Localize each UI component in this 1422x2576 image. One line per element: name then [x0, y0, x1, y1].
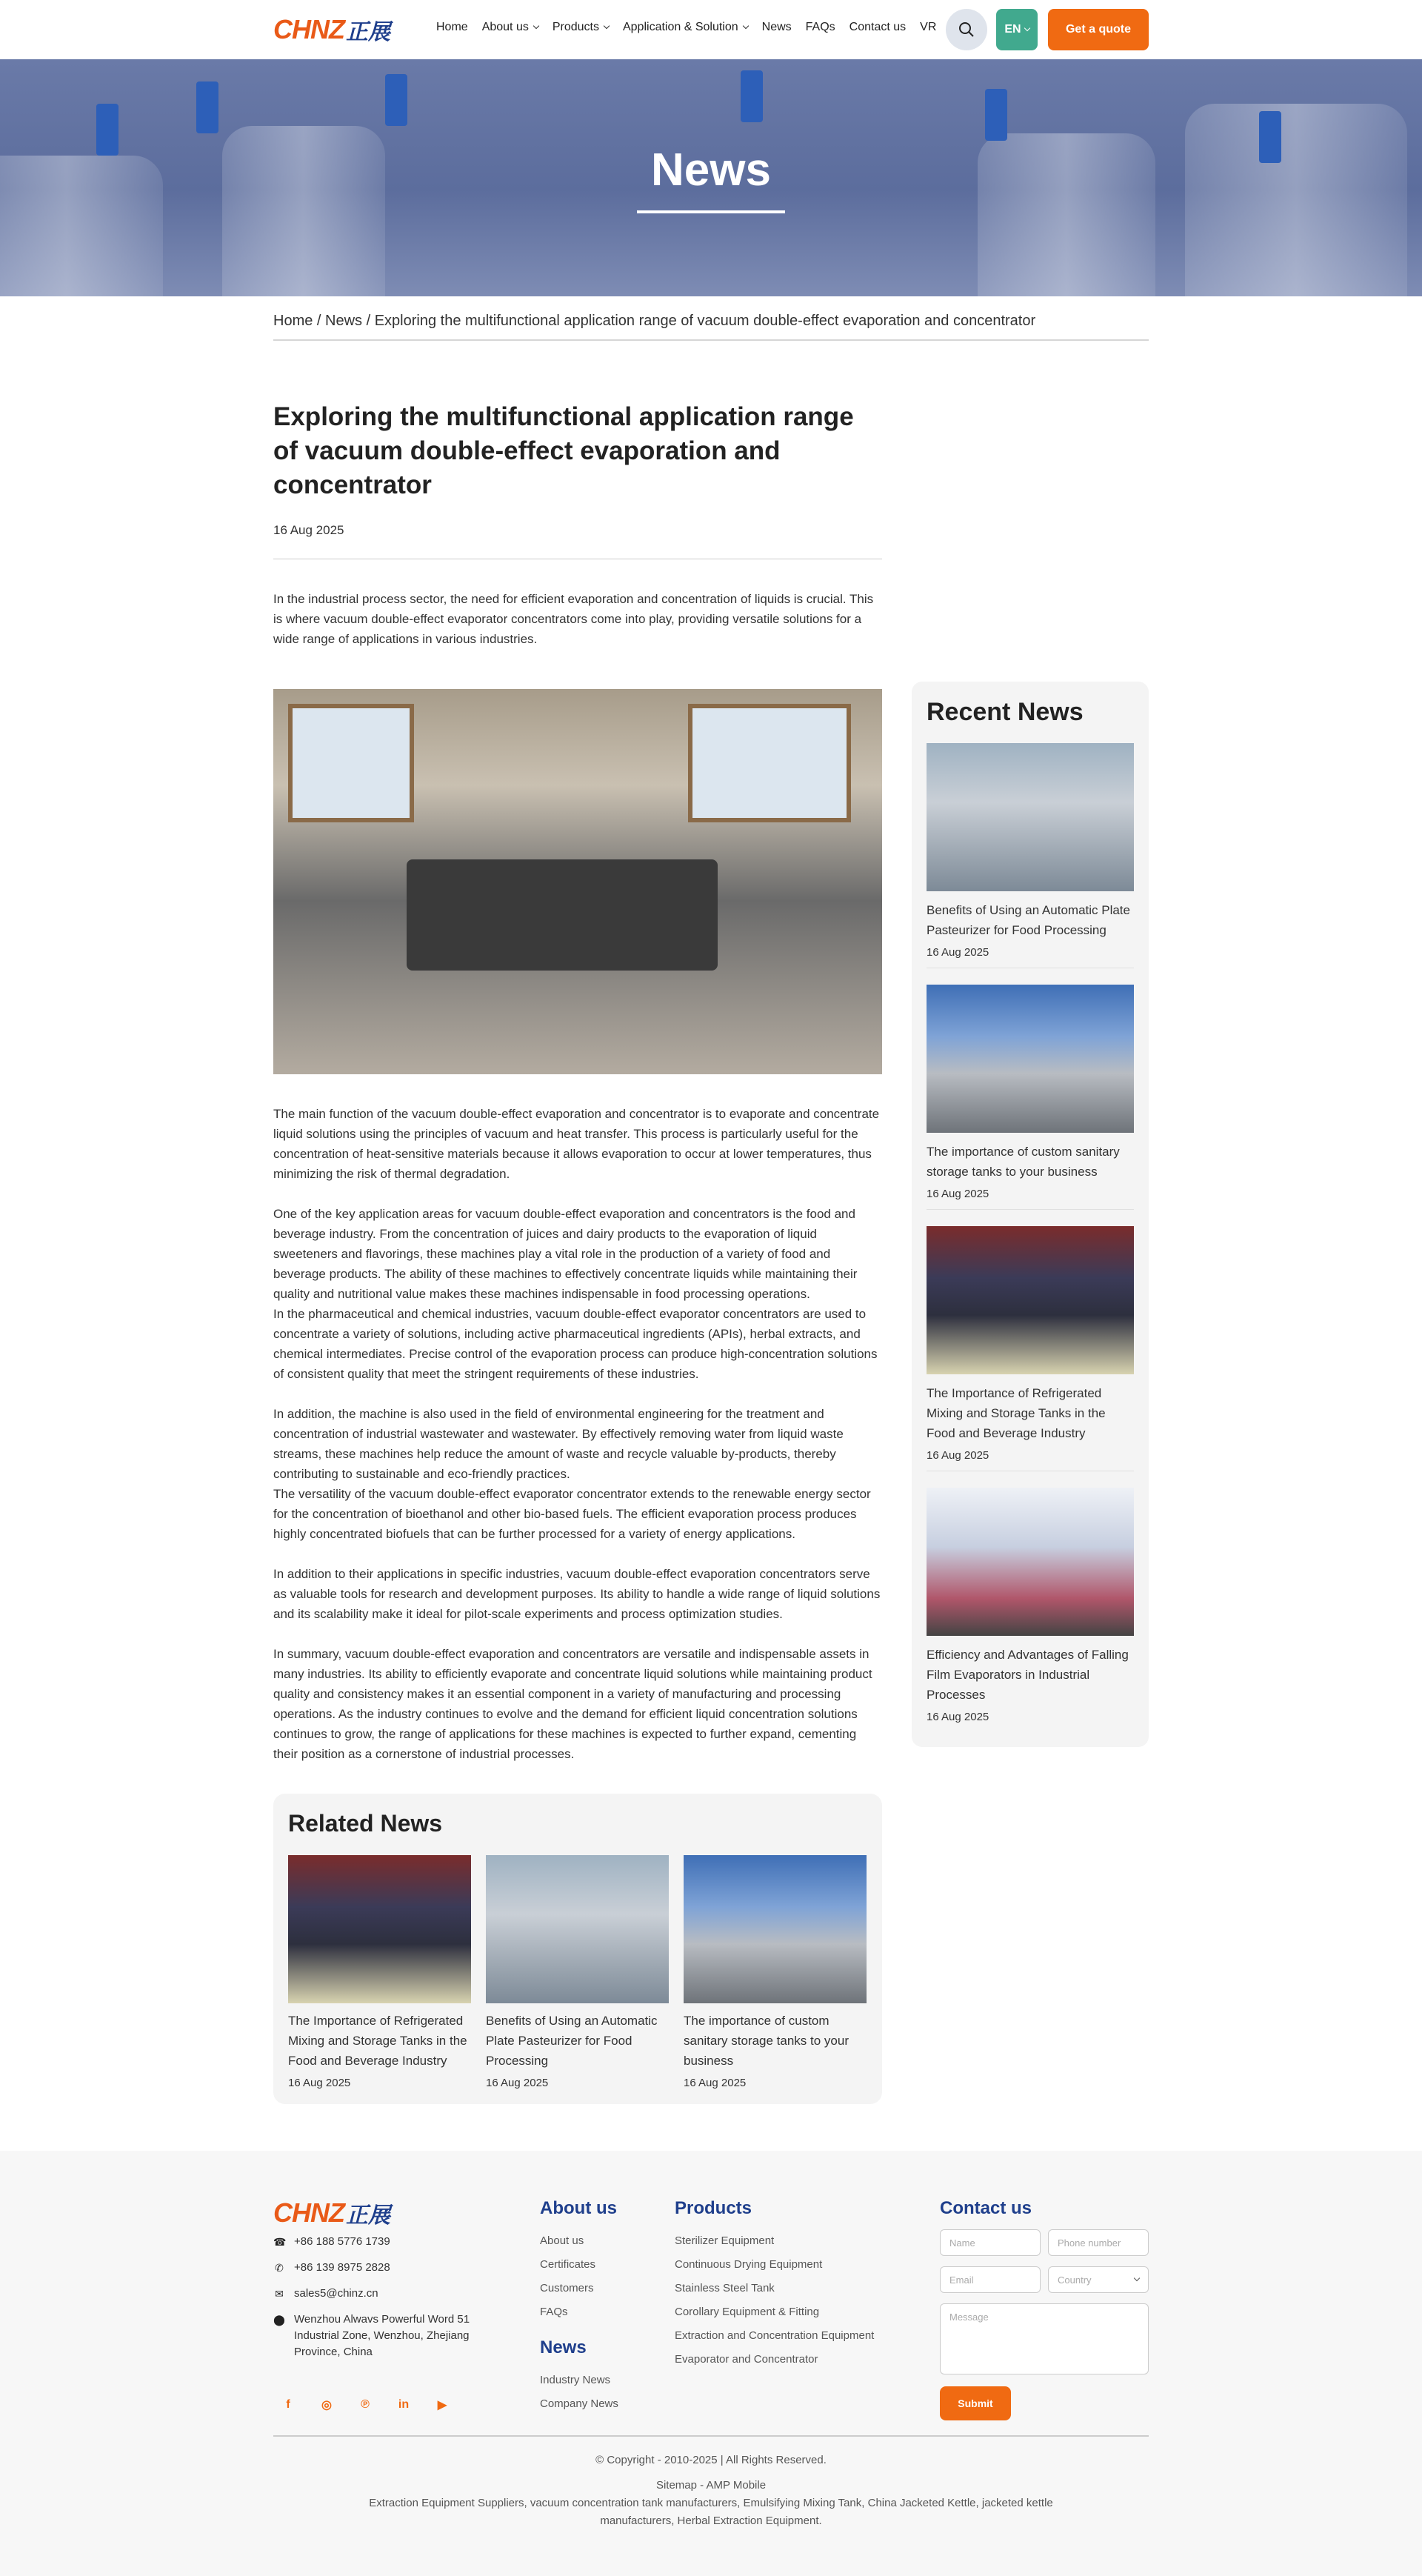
get-quote-button[interactable]: Get a quote [1048, 9, 1149, 50]
footer-link[interactable]: Extraction and Concentration Equipment [675, 2329, 875, 2342]
breadcrumb-separator: / [313, 313, 326, 329]
footer-phone[interactable]: +86 139 8975 2828 [294, 2261, 390, 2274]
nav-item-faqs[interactable] [806, 21, 835, 34]
logo-text: CHNZ [273, 14, 344, 44]
recent-news-item-date: 16 Aug 2025 [927, 946, 989, 959]
nav-label: FAQs [805, 21, 835, 33]
footer-link[interactable]: Stainless Steel Tank [675, 2282, 775, 2294]
footer-link[interactable]: Customers [540, 2282, 594, 2294]
chevron-down-icon [742, 23, 748, 29]
country-select-label: Country [1058, 2274, 1092, 2286]
article-paragraph: One of the key application areas for vacuum double-effect evaporation and concentrators is the food and beverage industry. From the concentration of juices and dairy products to the evaporation of liquid sweeteners and flavorings, these machines play a vital role in the production of a variety of food and beverage products. The ability of these machines to effectively concentrate liquids while maintaining their quality and nutritional value makes these machines indispensable in food processing operations. [273, 1207, 858, 1301]
article-paragraph: The main function of the vacuum double-effect evaporation and concentrator is to evaporate and concentrate liquid solutions using the principles of vacuum and heat transfer. This process is particularly useful for the concentration of heat-sensitive materials because it allows evaporation to occur at lower temperatures, thus minimizing the risk of thermal degradation. [273, 1107, 880, 1181]
sitemap-links[interactable]: Sitemap - AMP Mobile [655, 2479, 767, 2492]
main-nav [436, 21, 936, 34]
article-intro: In the industrial process sector, the need for efficient evaporation and concentration of liquids is crucial. This is where vacuum double-effect evaporator concentrators come into play, providing versatile solutions for a wide range of applications in various industries. [273, 592, 874, 646]
related-news-image[interactable] [486, 1855, 669, 2003]
youtube-icon[interactable]: ▶ [437, 2399, 447, 2412]
recent-news-item-date: 16 Aug 2025 [927, 1711, 989, 1723]
image-window [688, 704, 851, 822]
related-news-item-title[interactable]: Benefits of Using an Automatic Plate Pasteurizer for Food Processing [486, 2014, 658, 2068]
nav-label: Contact us [849, 21, 907, 33]
recent-news-item-title[interactable]: Efficiency and Advantages of Falling Film Evaporators in Industrial Processes [927, 1648, 1129, 1702]
phone-input[interactable]: Phone number [1048, 2229, 1149, 2256]
footer-link[interactable]: Corollary Equipment & Fitting [675, 2306, 820, 2318]
hero-bg-motor [196, 81, 218, 133]
footer-link[interactable]: Continuous Drying Equipment [675, 2258, 823, 2271]
phone-icon: ✆ [275, 2262, 284, 2274]
breadcrumb-separator: / [362, 313, 375, 329]
pinterest-icon[interactable]: ℗ [361, 2398, 370, 2411]
recent-news-item-title[interactable]: The Importance of Refrigerated Mixing and Storage Tanks in the Food and Beverage Industry [927, 1386, 1106, 1440]
nav-item-about[interactable] [482, 21, 538, 34]
footer-phone[interactable]: +86 188 5776 1739 [294, 2235, 390, 2248]
footer-link[interactable]: Evaporator and Concentrator [675, 2353, 818, 2366]
footer-link[interactable]: Company News [540, 2397, 618, 2410]
recent-news-sidebar [912, 682, 1149, 1747]
social-links [281, 2397, 450, 2412]
country-select[interactable] [1048, 2266, 1149, 2293]
nav-item-contact[interactable] [849, 21, 906, 34]
hero-bg-tank [1185, 104, 1407, 296]
copyright: © Copyright - 2010-2025 | All Rights Reserved. [595, 2454, 827, 2466]
nav-item-home[interactable] [436, 21, 468, 34]
recent-news-item[interactable] [927, 743, 1134, 968]
site-footer [0, 2151, 1422, 2576]
footer-products-title: Products [675, 2198, 752, 2218]
site-logo[interactable] [273, 15, 390, 44]
page-title: News [651, 144, 771, 196]
language-label: EN [1004, 23, 1021, 36]
contact-form-title: Contact us [940, 2198, 1032, 2218]
footer-news-title: News [540, 2337, 587, 2357]
recent-news-image[interactable] [927, 1488, 1134, 1636]
article-paragraph: In summary, vacuum double-effect evaporation and concentrators are versatile and indispensable assets in many industries. Its ability to efficiently evaporate and concentrate liquid solutions while maintaining product quality and consistency makes it an essential component in a variety of manufacturing and processing operations. As the industry continues to evolve and the demand for efficient liquid concentration solutions continues to grow, the range of applications for these machines is expected to further expand, cementing their position as a cornerstone of industrial processes. [273, 1647, 872, 1761]
related-news-item-title[interactable]: The importance of custom sanitary storage tanks to your business [684, 2014, 849, 2068]
article-paragraph: The versatility of the vacuum double-effect evaporator concentrator extends to the renewable energy sector for the concentration of bioethanol and other bio-based fuels. The efficient evaporation process produces highly concentrated biofuels that can be further processed for a variety of energy applications. [273, 1487, 871, 1541]
footer-products [675, 2198, 874, 2372]
footer-link[interactable]: Sterilizer Equipment [675, 2234, 775, 2247]
recent-news-item[interactable] [927, 985, 1134, 1210]
related-news-item-title[interactable]: The Importance of Refrigerated Mixing and Storage Tanks in the Food and Beverage Industry [288, 2014, 467, 2068]
chevron-down-icon [604, 23, 610, 29]
breadcrumb-news[interactable]: News [325, 313, 363, 329]
related-news-item-date: 16 Aug 2025 [288, 2077, 351, 2089]
recent-news-item[interactable] [927, 1488, 1134, 1732]
hero-banner [0, 59, 1422, 296]
article-paragraph: In addition, the machine is also used in the field of environmental engineering for the treatment and concentration of industrial wastewater and wastewater. By effectively removing water from liquid waste streams, these machines help reduce the amount of waste and recycle valuable by-products, thereby contributing to sustainable and eco-friendly practices. [273, 1407, 844, 1481]
chevron-down-icon [1134, 2275, 1140, 2281]
hero-bg-motor [741, 70, 763, 122]
related-news-item[interactable] [684, 1855, 867, 2089]
related-news-item[interactable] [486, 1855, 669, 2089]
hero-bg-motor [985, 89, 1007, 141]
telephone-icon: ☎ [273, 2236, 287, 2248]
related-news-title: Related News [288, 1810, 443, 1837]
related-news-grid [288, 1855, 867, 2089]
recent-news-item[interactable] [927, 1226, 1134, 1471]
nav-label: Products [552, 21, 599, 33]
recent-news-item-title[interactable]: The importance of custom sanitary storage tanks to your business [927, 1145, 1120, 1179]
main-content [273, 296, 1149, 2151]
search-icon [958, 21, 975, 38]
breadcrumb [273, 296, 1149, 341]
footer-link[interactable]: Certificates [540, 2258, 596, 2271]
facebook-icon[interactable]: f [286, 2398, 290, 2411]
article-date: 16 Aug 2025 [273, 523, 882, 559]
nav-label: VR [920, 21, 937, 33]
footer-about [540, 2198, 618, 2416]
chevron-down-icon [533, 23, 539, 29]
nav-label: News [761, 21, 792, 33]
logo-cn-text: 正展 [345, 20, 390, 44]
nav-label: About us [481, 21, 529, 33]
name-input[interactable]: Name [940, 2229, 1041, 2256]
footer-contact-info [273, 2234, 494, 2370]
related-news-image[interactable] [684, 1855, 867, 2003]
recent-news-image[interactable] [927, 985, 1134, 1133]
footer-logo[interactable] [273, 2198, 390, 2228]
chevron-down-icon [1024, 25, 1029, 31]
article-title: Exploring the multifunctional application range of vacuum double-effect evaporation and concentrator [273, 402, 854, 499]
footer-link[interactable]: About us [540, 2234, 584, 2247]
image-window [288, 704, 414, 822]
logo-text: CHNZ [273, 2197, 344, 2228]
article-paragraph: In the pharmaceutical and chemical industries, vacuum double-effect evaporator concentrators are used to concentrate a variety of solutions, including active pharmaceutical ingredients (APIs), herbal extracts, and chemical intermediates. Precise control of the evaporation process can produce high-concentration solutions of consistent quality that meet the stringent requirements of these industries. [273, 1307, 878, 1381]
related-news [273, 1794, 882, 2104]
recent-news-item-date: 16 Aug 2025 [927, 1449, 989, 1462]
linkedin-icon[interactable]: in [398, 2398, 410, 2411]
message-textarea[interactable]: Message [940, 2303, 1149, 2374]
breadcrumb-home[interactable]: Home [273, 313, 313, 329]
nav-item-products[interactable] [553, 21, 609, 34]
image-table [407, 859, 718, 971]
language-selector[interactable] [996, 9, 1038, 50]
recent-news-image[interactable] [927, 743, 1134, 891]
email-input[interactable]: Email [940, 2266, 1041, 2293]
instagram-icon[interactable]: ◎ [321, 2399, 332, 2412]
search-button[interactable] [946, 9, 987, 50]
mail-icon: ✉ [275, 2288, 284, 2300]
recent-news-title: Recent News [927, 698, 1084, 726]
nav-label: Home [436, 21, 468, 33]
recent-news-item-title[interactable]: Benefits of Using an Automatic Plate Pasteurizer for Food Processing [927, 903, 1130, 937]
nav-item-news[interactable] [762, 21, 792, 34]
footer-address: Wenzhou Alwavs Powerful Word 51 Industrial Zone, Wenzhou, Zhejiang Province, China [294, 2313, 470, 2358]
submit-button[interactable]: Submit [940, 2386, 1011, 2420]
footer-link[interactable]: Industry News [540, 2374, 611, 2386]
recent-news-image[interactable] [927, 1226, 1134, 1374]
footer-about-title: About us [540, 2198, 617, 2218]
article-image [273, 689, 882, 1074]
contact-form [940, 2198, 1149, 2420]
footer-email[interactable]: sales5@chinz.cn [294, 2287, 378, 2300]
nav-label: Application & Solution [622, 21, 738, 33]
nav-item-application[interactable] [623, 21, 748, 34]
logo-cn-text: 正展 [345, 2203, 390, 2228]
article-paragraph: In addition to their applications in specific industries, vacuum double-effect evaporation concentrators serve as valuable tools for research and development purposes. Its ability to handle a wide range of liquid solutions and its scalability make it ideal for pilot-scale experiments and process optimization studies. [273, 1567, 881, 1621]
breadcrumb-current: Exploring the multifunctional application range of vacuum double-effect evaporation and concentrator [374, 313, 1036, 329]
related-news-item[interactable] [288, 1855, 471, 2089]
title-underline [637, 210, 785, 213]
hero-bg-motor [385, 74, 407, 126]
footer-divider [273, 2435, 1149, 2437]
related-news-image[interactable] [288, 1855, 471, 2003]
related-news-item-date: 16 Aug 2025 [486, 2077, 549, 2089]
nav-item-vr[interactable] [920, 21, 936, 34]
footer-keywords: Extraction Equipment Suppliers, vacuum concentration tank manufacturers, Emulsifying Mixing Tank, China Jacketed Kettle, jacketed kettle manufacturers, Herbal Extraction Equipment. [369, 2497, 1053, 2527]
footer-link[interactable]: FAQs [540, 2306, 568, 2318]
article [273, 400, 882, 2104]
location-pin-icon: ⬤ [273, 2314, 285, 2326]
recent-news-item-date: 16 Aug 2025 [927, 1188, 989, 1200]
related-news-item-date: 16 Aug 2025 [684, 2077, 747, 2089]
site-header [0, 0, 1422, 59]
